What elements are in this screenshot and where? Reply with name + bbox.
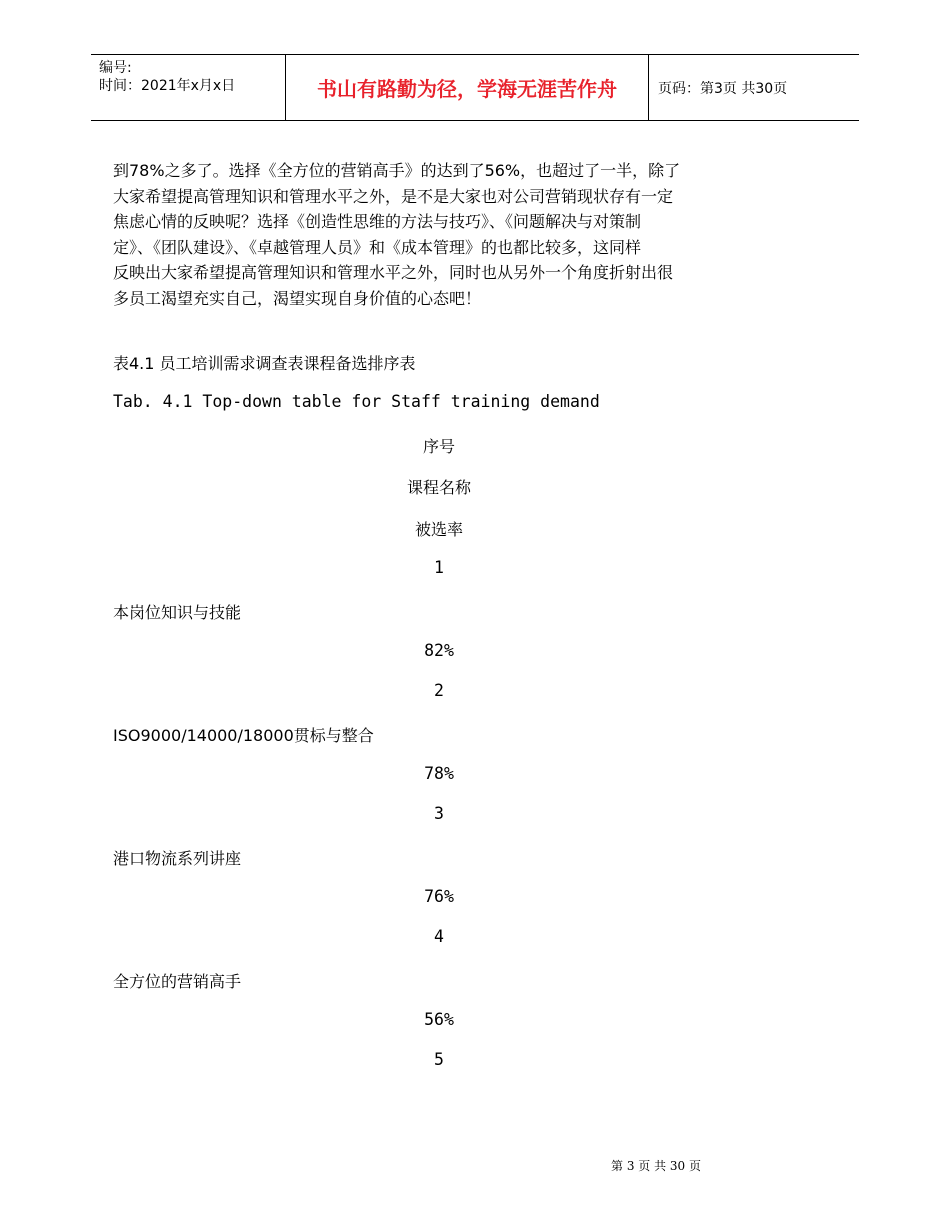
page-footer: 第 3 页 共 30 页 [611, 1159, 701, 1173]
column-header-rate: 被选率 [414, 520, 463, 539]
row-course-name: 港口物流系列讲座 [113, 849, 242, 868]
row-number: 2 [434, 681, 444, 700]
row-number: 3 [434, 804, 444, 823]
row-course-name: 本岗位知识与技能 [113, 603, 242, 622]
header-meta [91, 55, 286, 120]
page-header [91, 54, 859, 121]
document-number-label: 编号: [99, 60, 132, 76]
header-page-number: 页码：第3页 共30页 [658, 80, 788, 97]
table-title-cn: 表4.1 员工培训需求调查表课程备选排序表 [113, 354, 416, 373]
row-number: 1 [434, 558, 444, 577]
row-course-name: ISO9000/14000/18000贯标与整合 [113, 726, 374, 745]
paragraph-line: 大家希望提高管理知识和管理水平之外，是不是大家也对公司营销现状存有一定 [113, 186, 674, 206]
paragraph-line: 多员工渴望充实自己，渴望实现自身价值的心态吧！ [113, 288, 482, 308]
paragraph-line: 定》、《团队建设》、《卓越管理人员》和《成本管理》的也都比较多，这同样 [113, 237, 642, 257]
paragraph-line: 到78%之多了。选择《全方位的营销高手》的达到了56%，也超过了一半，除了 [113, 161, 681, 180]
column-header-number: 序号 [422, 437, 455, 456]
row-course-name: 全方位的营销高手 [113, 972, 242, 991]
header-motto: 书山有路勤为径，学海无涯苦作舟 [286, 55, 649, 120]
row-selection-rate: 76% [424, 887, 454, 906]
row-selection-rate: 78% [424, 764, 454, 783]
body-paragraph [113, 158, 773, 311]
row-number: 5 [434, 1050, 444, 1069]
paragraph-line: 反映出大家希望提高管理知识和管理水平之外，同时也从另外一个角度折射出很 [113, 263, 674, 282]
column-header-course: 课程名称 [406, 478, 471, 497]
document-time-label: 时间：2021年x月x日 [99, 78, 236, 94]
paragraph-line: 焦虑心情的反映呢？选择《创造性思维的方法与技巧》、《问题解决与对策制 [113, 212, 642, 231]
table-title-en: Tab. 4.1 Top-down table for Staff training demand [113, 392, 600, 411]
row-selection-rate: 82% [424, 641, 454, 660]
row-selection-rate: 56% [424, 1010, 454, 1029]
row-number: 4 [434, 927, 444, 946]
